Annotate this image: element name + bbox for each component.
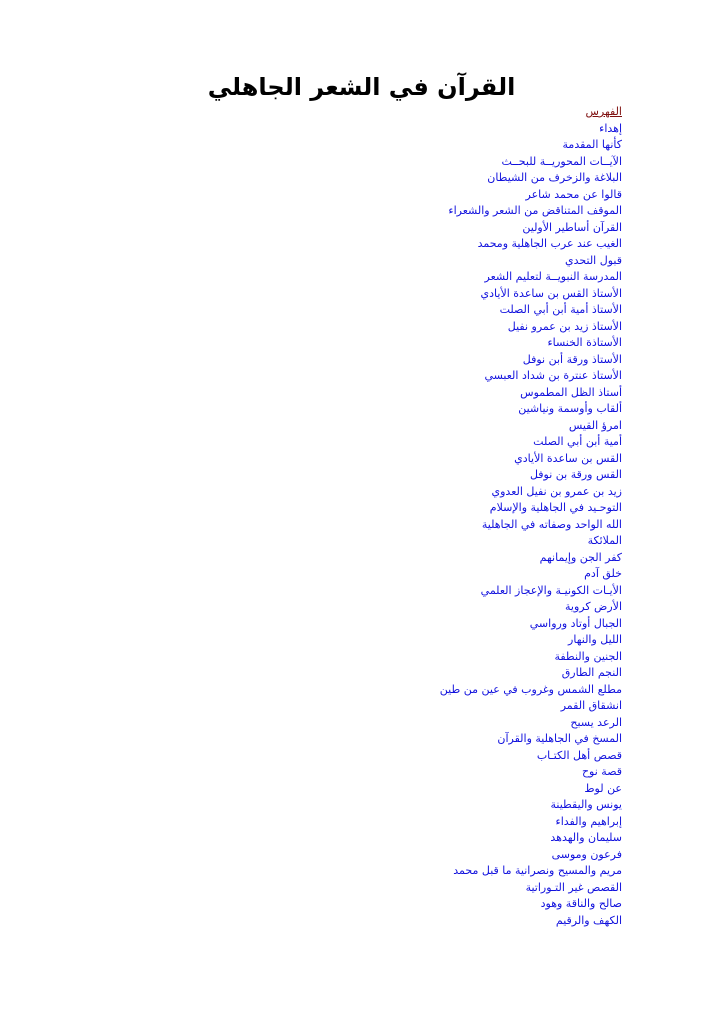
toc-item-link[interactable]: القرآن أساطير الأولين [522, 220, 622, 234]
toc-item-link[interactable]: الكهف والرقيم [555, 913, 622, 927]
toc-item-link[interactable]: التوحـيد في الجاهلية والإسلام [489, 501, 622, 514]
toc-item-link[interactable]: الليل والنهار [568, 633, 622, 646]
toc-item-link[interactable]: أمية أبن أبي الصلت [533, 435, 622, 448]
toc-item-link[interactable]: الأيـات الكونيـة والإعجاز العلمي [480, 583, 622, 597]
toc-item-link[interactable]: انشقاق القمر [560, 699, 622, 712]
toc-item-link[interactable]: قالوا عن محمد شاعر [525, 187, 622, 201]
toc-item-link[interactable]: كأنها المقدمة [562, 138, 622, 151]
toc-item-link[interactable]: الموقف المتناقض من الشعر والشعراء [448, 204, 622, 217]
page-title: القرآن في الشعر الجاهلي [207, 73, 516, 101]
toc-item-link[interactable]: قبول التحدي [565, 253, 622, 267]
toc-item-link[interactable]: الغيب عند عرب الجاهلية ومحمد [477, 237, 622, 250]
toc-item-link[interactable]: الأرض كروية [564, 600, 622, 613]
toc-item-link[interactable]: الله الواحد وصفاته في الجاهلية [481, 517, 622, 531]
toc-item-link[interactable]: الجبال أوتاد ورواسي [529, 616, 622, 630]
toc-item-link[interactable]: قصة نوح [581, 765, 622, 778]
toc-item-link[interactable]: القصص غير التـوراتية [525, 880, 622, 894]
toc-item-link[interactable]: القس ورقة بن نوفل [529, 468, 622, 481]
toc-item-link[interactable]: إهداء [599, 121, 622, 135]
toc-item-link[interactable]: عن لوط [584, 781, 622, 795]
toc-item-link[interactable]: أستاذ الظل المطموس [520, 385, 622, 399]
toc-item-link[interactable]: سليمان والهدهد [550, 831, 622, 844]
table-of-contents [22, 104, 622, 929]
toc-item-link[interactable]: الجنين والنطفة [554, 649, 622, 663]
toc-item-link[interactable]: البلاغة والزخرف من الشيطان [487, 171, 622, 184]
toc-item-link[interactable]: ألقاب وأوسمة ونياشين [518, 402, 622, 415]
toc-item-link[interactable]: زيد بن عمرو بن نفيل العدوي [491, 484, 622, 498]
toc-item-link[interactable]: الأستاذ عنترة بن شداد العبسي [484, 369, 622, 382]
toc-item-link[interactable]: القس بن ساعدة الأيادي [514, 451, 622, 465]
toc-item-link[interactable]: المدرسة النبويــة لتعليم الشعر [484, 270, 622, 283]
toc-item-link[interactable]: الأستاذ ورقة أبن نوفل [522, 352, 622, 366]
toc-item-link[interactable]: فرعون وموسى [551, 847, 622, 861]
toc-item-link[interactable]: قصص أهل الكتـاب [536, 748, 622, 762]
toc-item-link[interactable]: الرعد يسبح [570, 715, 622, 729]
toc-item-link[interactable]: كفر الجن وإيمانهم [539, 550, 622, 564]
toc-item-link[interactable]: المسخ في الجاهلية والقرآن [497, 732, 622, 745]
toc-item-link[interactable]: خلق آدم [584, 567, 622, 580]
toc-item-link[interactable]: الملائكة [587, 534, 622, 547]
toc-item-link[interactable]: امرؤ القيس [568, 418, 622, 432]
toc-item-link[interactable]: النجم الطارق [561, 666, 622, 679]
toc-item-link[interactable]: الأستاذ أمية أبن أبي الصلت [499, 303, 622, 316]
toc-item-link[interactable]: الأستاذ القس بن ساعدة الأيادي [480, 286, 622, 300]
toc-item-link[interactable]: يونس واليقطينة [550, 798, 622, 811]
toc-item-link[interactable]: مطلع الشمس وغروب في عين من طين [439, 682, 622, 696]
toc-item-link[interactable]: الأستاذة الخنساء [547, 336, 622, 349]
toc-item-link[interactable]: مريم والمسيح ونصرانية ما قبل محمد [453, 864, 622, 877]
toc-item-link[interactable]: الآيــات المحوريــة للبحــث [501, 154, 622, 168]
toc-heading-link[interactable]: الفهرس [585, 105, 622, 118]
toc-item-link[interactable]: إبراهيم والفداء [555, 814, 622, 828]
toc-item-link[interactable]: الأستاذ زيد بن عمرو نفيل [507, 319, 622, 333]
toc-item-link[interactable]: صالح والناقة وهود [540, 897, 622, 910]
